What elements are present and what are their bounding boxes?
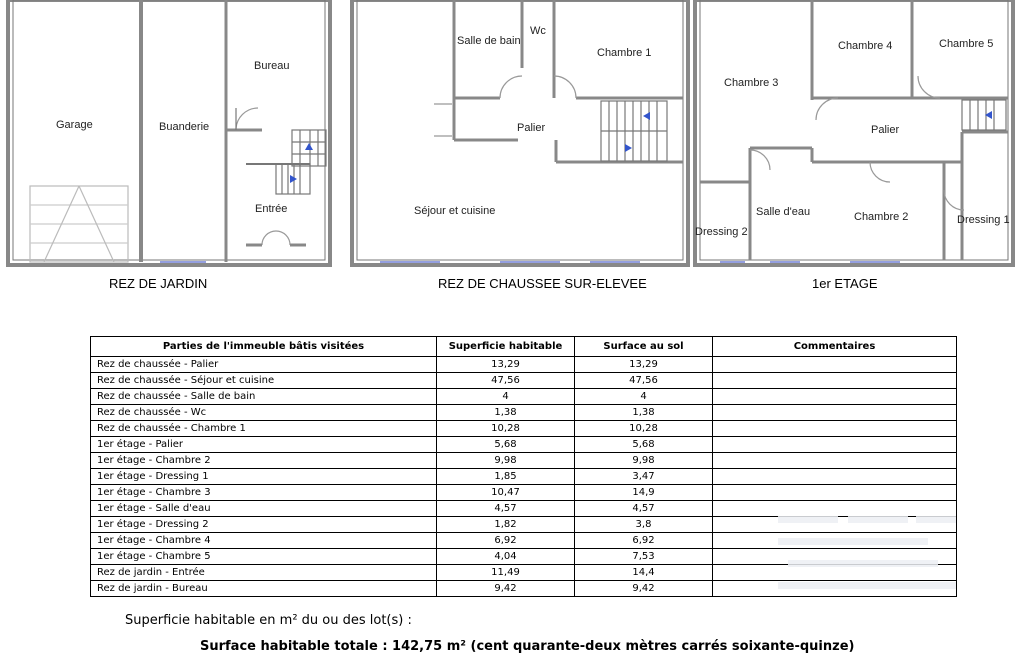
cell-surface-sol: 4,57	[575, 501, 713, 517]
cell-surface-sol: 7,53	[575, 549, 713, 565]
room-label-dressing-2: Dressing 2	[695, 226, 748, 238]
cell-commentaire	[713, 485, 957, 501]
cell-superficie: 9,42	[437, 581, 575, 597]
superficie-habitable-label: Superficie habitable en m² du ou des lot(s) :	[125, 613, 412, 628]
room-label-chambre-3: Chambre 3	[724, 77, 779, 89]
cell-surface-sol: 13,29	[575, 357, 713, 373]
cell-superficie: 11,49	[437, 565, 575, 581]
table-row	[91, 421, 957, 437]
room-label-salle-de-bain: Salle de bain	[457, 35, 521, 47]
cell-partie: Rez de chaussée - Wc	[91, 405, 437, 421]
cell-superficie: 4,04	[437, 549, 575, 565]
table-row	[91, 437, 957, 453]
faded-watermark	[778, 508, 956, 600]
table-row	[91, 453, 957, 469]
header-surface-au-sol: Surface au sol	[575, 337, 713, 357]
cell-superficie: 4,57	[437, 501, 575, 517]
table-row	[91, 373, 957, 389]
floor-plans	[0, 0, 1025, 300]
table-row	[91, 469, 957, 485]
header-commentaires: Commentaires	[713, 337, 957, 357]
cell-superficie: 13,29	[437, 357, 575, 373]
table-row	[91, 405, 957, 421]
cell-partie: Rez de chaussée - Séjour et cuisine	[91, 373, 437, 389]
cell-superficie: 6,92	[437, 533, 575, 549]
room-label-buanderie: Buanderie	[159, 121, 210, 133]
cell-commentaire	[713, 437, 957, 453]
cell-surface-sol: 1,38	[575, 405, 713, 421]
floor-plans-drawing	[0, 0, 1025, 300]
cell-surface-sol: 9,42	[575, 581, 713, 597]
cell-partie: Rez de chaussée - Chambre 1	[91, 421, 437, 437]
room-label-chambre-5: Chambre 5	[939, 38, 994, 50]
cell-partie: 1er étage - Palier	[91, 437, 437, 453]
header-superficie-habitable: Superficie habitable	[437, 337, 575, 357]
cell-superficie: 4	[437, 389, 575, 405]
cell-commentaire	[713, 389, 957, 405]
cell-partie: 1er étage - Dressing 1	[91, 469, 437, 485]
cell-partie: Rez de jardin - Entrée	[91, 565, 437, 581]
cell-partie: 1er étage - Chambre 2	[91, 453, 437, 469]
caption-rez-de-chaussee: REZ DE CHAUSSEE SUR-ELEVEE	[438, 276, 647, 291]
room-label-bureau: Bureau	[254, 60, 290, 72]
cell-superficie: 10,47	[437, 485, 575, 501]
room-label-chambre-2: Chambre 2	[854, 211, 909, 223]
cell-commentaire	[713, 453, 957, 469]
cell-superficie: 10,28	[437, 421, 575, 437]
table-row	[91, 485, 957, 501]
caption-rez-de-jardin: REZ DE JARDIN	[109, 276, 208, 291]
cell-surface-sol: 6,92	[575, 533, 713, 549]
room-label-salle-deau: Salle d'eau	[756, 206, 811, 218]
cell-surface-sol: 14,4	[575, 565, 713, 581]
cell-partie: 1er étage - Chambre 5	[91, 549, 437, 565]
cell-partie: 1er étage - Chambre 3	[91, 485, 437, 501]
cell-commentaire	[713, 421, 957, 437]
cell-surface-sol: 5,68	[575, 437, 713, 453]
cell-partie: Rez de chaussée - Salle de bain	[91, 389, 437, 405]
cell-commentaire	[713, 373, 957, 389]
header-parties: Parties de l'immeuble bâtis visitées	[91, 337, 437, 357]
cell-commentaire	[713, 357, 957, 373]
room-label-chambre-1: Chambre 1	[597, 47, 652, 59]
cell-superficie: 47,56	[437, 373, 575, 389]
cell-commentaire	[713, 469, 957, 485]
cell-superficie: 1,38	[437, 405, 575, 421]
cell-surface-sol: 9,98	[575, 453, 713, 469]
room-label-garage: Garage	[56, 119, 93, 131]
table-row	[91, 389, 957, 405]
cell-partie: 1er étage - Chambre 4	[91, 533, 437, 549]
cell-surface-sol: 14,9	[575, 485, 713, 501]
room-label-dressing-1: Dressing 1	[957, 214, 1010, 226]
cell-superficie: 1,82	[437, 517, 575, 533]
room-label-chambre-4: Chambre 4	[838, 40, 893, 52]
cell-partie: Rez de chaussée - Palier	[91, 357, 437, 373]
cell-partie: Rez de jardin - Bureau	[91, 581, 437, 597]
room-label-entree: Entrée	[255, 203, 288, 215]
cell-superficie: 5,68	[437, 437, 575, 453]
cell-partie: 1er étage - Salle d'eau	[91, 501, 437, 517]
cell-surface-sol: 3,8	[575, 517, 713, 533]
cell-surface-sol: 10,28	[575, 421, 713, 437]
room-label-wc: Wc	[530, 25, 546, 37]
cell-commentaire	[713, 405, 957, 421]
surface-habitable-totale: Surface habitable totale : 142,75 m² (cent quarante-deux mètres carrés soixante-quinze)	[200, 639, 855, 654]
table-header-row	[91, 337, 957, 357]
table-row	[91, 357, 957, 373]
cell-surface-sol: 47,56	[575, 373, 713, 389]
room-label-palier-rdc: Palier	[517, 122, 546, 134]
cell-surface-sol: 3,47	[575, 469, 713, 485]
cell-partie: 1er étage - Dressing 2	[91, 517, 437, 533]
room-label-sejour-cuisine: Séjour et cuisine	[414, 205, 496, 217]
room-label-palier-etage: Palier	[871, 124, 900, 136]
cell-superficie: 9,98	[437, 453, 575, 469]
cell-superficie: 1,85	[437, 469, 575, 485]
caption-1er-etage: 1er ETAGE	[812, 276, 878, 291]
cell-surface-sol: 4	[575, 389, 713, 405]
